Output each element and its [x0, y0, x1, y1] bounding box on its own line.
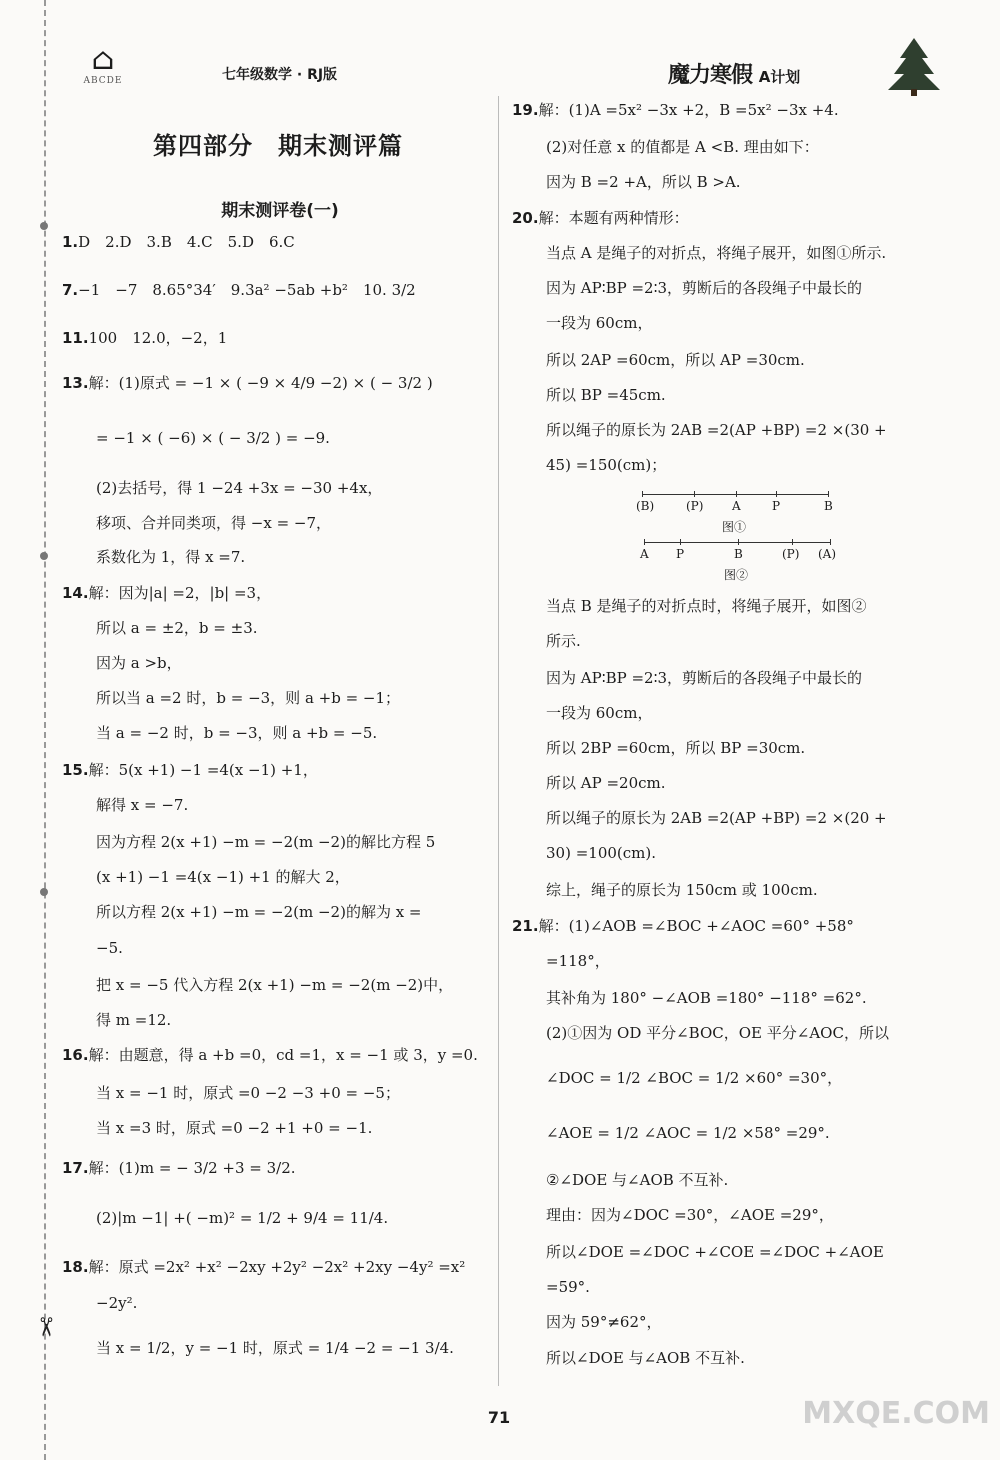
line-text: 当 a = −2 时，b = −3，则 a +b = −5.	[96, 724, 378, 742]
figure-1-tick	[642, 491, 643, 497]
line-text: 解：原式 =2x² +x² −2xy +2y² −2x² +2xy −4y² =x²	[88, 1258, 466, 1276]
right-line	[546, 1242, 884, 1262]
figure-1-tick	[828, 491, 829, 497]
line-text: 解：(1)A =5x² −3x +2，B =5x² −3x +4.	[538, 101, 839, 119]
left-question	[62, 1257, 465, 1277]
right-line	[546, 843, 656, 863]
line-text: 解：由题意，得 a +b =0，cd =1，x = −1 或 3，y =0.	[88, 1046, 478, 1064]
figure-2-tick	[738, 539, 739, 545]
column-divider	[498, 96, 499, 1386]
right-line	[546, 313, 652, 333]
left-question	[62, 328, 227, 348]
brand-plan: A计划	[758, 68, 801, 86]
left-line	[96, 867, 350, 887]
figure-2-label: A	[640, 547, 649, 561]
left-question	[62, 373, 433, 393]
page-number: 71	[487, 1408, 511, 1427]
figure-2-tick	[792, 539, 793, 545]
figure-1-caption: 图①	[722, 520, 747, 534]
brand-title	[668, 58, 800, 89]
figure-1-label: P	[772, 499, 781, 513]
right-line	[546, 243, 886, 263]
line-text: 当点 B 是绳子的对折点时，将绳子展开，如图②	[546, 597, 867, 615]
line-text: =59°.	[546, 1278, 590, 1296]
right-line	[546, 1170, 728, 1190]
right-line	[546, 1277, 590, 1297]
left-question	[62, 583, 271, 603]
part-title: 第四部分 期末测评篇	[153, 132, 403, 160]
question-number: 20.	[512, 209, 539, 227]
figure-1-tick	[776, 491, 777, 497]
line-text: 所以 AP =20cm.	[546, 774, 666, 792]
left-line	[96, 1010, 171, 1030]
line-text: 当 x = −1 时，原式 =0 −2 −3 +0 = −5；	[96, 1084, 400, 1102]
line-text: 因为 59°≠62°，	[546, 1313, 662, 1331]
left-line	[96, 1118, 372, 1138]
right-line	[546, 988, 867, 1008]
line-text: 因为 AP∶BP =2∶3，剪断后的各段绳子中最长的	[546, 669, 863, 687]
left-line	[96, 795, 188, 815]
line-text: 因为方程 2(x +1) −m = −2(m −2)的解比方程 5	[96, 833, 436, 851]
figure-2-caption: 图②	[724, 568, 749, 582]
left-line	[96, 547, 245, 567]
left-question	[62, 1045, 478, 1065]
left-line	[96, 653, 182, 673]
line-text: 解：本题有两种情形：	[538, 209, 689, 227]
line-text: (2)①因为 OD 平分∠BOC，OE 平分∠AOC，所以	[546, 1024, 889, 1042]
line-text: 所以方程 2(x +1) −m = −2(m −2)的解为 x =	[96, 903, 422, 921]
question-number: 7.	[62, 281, 79, 299]
figure-2-tick	[830, 539, 831, 545]
right-line	[546, 172, 741, 192]
book-subtitle: 七年级数学 · RJ版	[222, 67, 338, 83]
question-number: 19.	[512, 101, 539, 119]
line-text: 所以当 a =2 时，b = −3，则 a +b = −1；	[96, 689, 401, 707]
right-line	[546, 773, 666, 793]
left-line	[96, 832, 435, 852]
line-text: 解：5(x +1) −1 =4(x −1) +1，	[88, 761, 318, 779]
question-number: 1.	[62, 233, 79, 251]
figure-1-label: A	[732, 499, 741, 513]
right-line	[546, 350, 805, 370]
line-text: 因为 B =2 +A，所以 B >A.	[546, 173, 741, 191]
figure-2-label: B	[734, 547, 743, 561]
line-text: (2)对任意 x 的值都是 A <B. 理由如下：	[546, 138, 819, 156]
left-line	[96, 975, 453, 995]
pine-tree-icon	[884, 36, 944, 96]
line-text: 一段为 60cm，	[546, 704, 653, 722]
line-text: −1 −7 8.65°34′ 9.3a² −5ab +b² 10. 3/2	[78, 281, 416, 299]
line-text: −2y².	[96, 1294, 138, 1312]
line-text: 一段为 60cm，	[546, 314, 653, 332]
left-line	[96, 688, 400, 708]
left-line	[96, 513, 331, 533]
question-number: 21.	[512, 917, 539, 935]
right-line	[546, 1023, 889, 1043]
right-line	[546, 738, 805, 758]
question-number: 15.	[62, 761, 89, 779]
line-text: 理由：因为∠DOC =30°，∠AOE =29°，	[546, 1206, 834, 1224]
line-text: 所以 2AP =60cm，所以 AP =30cm.	[546, 351, 805, 369]
line-text: = −1 × ( −6) × ( − 3/2 ) = −9.	[96, 429, 330, 447]
left-question	[62, 232, 295, 252]
figure-2-label: (A)	[818, 547, 837, 561]
line-text: 移项、合并同类项，得 −x = −7，	[96, 514, 332, 532]
line-text: D 2.D 3.B 4.C 5.D 6.C	[78, 233, 295, 251]
figure-1-line	[642, 494, 828, 495]
line-text: 所以 a = ±2，b = ±3.	[96, 619, 258, 637]
left-question	[62, 280, 416, 300]
paper-title: 期末测评卷(一)	[221, 201, 339, 221]
right-line	[546, 951, 610, 971]
right-line	[546, 1205, 834, 1225]
left-line	[96, 1083, 400, 1103]
line-text: 30) =100(cm).	[546, 844, 657, 862]
line-text: 当 x = 1/2，y = −1 时，原式 = 1/4 −2 = −1 3/4.	[96, 1339, 454, 1357]
right-line	[546, 703, 652, 723]
line-text: ∠DOC = 1/2 ∠BOC = 1/2 ×60° =30°，	[546, 1069, 843, 1087]
line-text: 100 12.0，−2，1	[88, 329, 228, 347]
line-text: 解：因为|a| =2，|b| =3，	[88, 584, 272, 602]
right-line	[546, 455, 666, 475]
line-text: 45) =150(cm)；	[546, 456, 667, 474]
line-text: 解：(1)∠AOB =∠BOC +∠AOC =60° +58°	[538, 917, 854, 935]
question-number: 11.	[62, 329, 89, 347]
line-text: 把 x = −5 代入方程 2(x +1) −m = −2(m −2)中，	[96, 976, 454, 994]
left-question	[62, 760, 318, 780]
line-text: 所以绳子的原长为 2AB =2(AP +BP) =2 ×(30 +	[546, 421, 887, 439]
left-line	[96, 1338, 454, 1358]
figure-2-tick	[680, 539, 681, 545]
house-icon: ⌂	[91, 42, 115, 77]
left-line	[96, 618, 258, 638]
right-line	[546, 278, 862, 298]
question-number: 16.	[62, 1046, 89, 1064]
line-text: 其补角为 180° −∠AOB =180° −118° =62°.	[546, 989, 867, 1007]
left-line	[96, 428, 330, 448]
left-line	[96, 478, 382, 498]
logo-text: ABCDE	[83, 76, 123, 86]
figure-2-line	[644, 542, 830, 543]
watermark: MXQE.COM	[802, 1396, 990, 1431]
line-text: 得 m =12.	[96, 1011, 172, 1029]
question-number: 17.	[62, 1159, 89, 1177]
line-text: 系数化为 1，得 x =7.	[96, 548, 246, 566]
question-number: 18.	[62, 1258, 89, 1276]
right-line	[546, 1123, 830, 1143]
cut-dot	[40, 552, 48, 560]
figure-1-label: B	[824, 499, 833, 513]
left-line	[96, 938, 123, 958]
line-text: 解得 x = −7.	[96, 796, 189, 814]
line-text: 所以∠DOE =∠DOC +∠COE =∠DOC +∠AOE	[546, 1243, 884, 1261]
line-text: 因为 AP∶BP =2∶3，剪断后的各段绳子中最长的	[546, 279, 863, 297]
right-line	[546, 420, 887, 440]
figure-1-label: (B)	[636, 499, 655, 513]
cut-line	[44, 0, 46, 1460]
line-text: 综上，绳子的原长为 150cm 或 100cm.	[546, 881, 818, 899]
left-question	[62, 1158, 296, 1178]
line-text: −5.	[96, 939, 123, 957]
figure-2-label: (P)	[782, 547, 800, 561]
cut-dot	[40, 888, 48, 896]
figure-2-label: P	[676, 547, 685, 561]
line-text: 解：(1)原式 = −1 × ( −9 × 4/9 −2) × ( − 3/2 )	[88, 374, 433, 392]
left-line	[96, 723, 377, 743]
right-line	[546, 1312, 662, 1332]
question-number: 13.	[62, 374, 89, 392]
line-text: (2)|m −1| +( −m)² = 1/2 + 9/4 = 11/4.	[96, 1209, 389, 1227]
right-question	[512, 100, 839, 120]
left-line	[96, 902, 422, 922]
left-line	[96, 1208, 388, 1228]
publisher-logo	[72, 44, 134, 94]
line-text: 所以绳子的原长为 2AB =2(AP +BP) =2 ×(20 +	[546, 809, 887, 827]
cut-dot	[40, 222, 48, 230]
right-line	[546, 385, 666, 405]
line-text: 所以∠DOE 与∠AOB 不互补.	[546, 1349, 745, 1367]
line-text: 因为 a >b，	[96, 654, 182, 672]
line-text: 所以 BP =45cm.	[546, 386, 666, 404]
question-number: 14.	[62, 584, 89, 602]
line-text: 当点 A 是绳子的对折点，将绳子展开，如图①所示.	[546, 244, 887, 262]
right-line	[546, 808, 887, 828]
line-text: 所以 2BP =60cm，所以 BP =30cm.	[546, 739, 806, 757]
figure-2-tick	[644, 539, 645, 545]
line-text: ②∠DOE 与∠AOB 不互补.	[546, 1171, 729, 1189]
right-question	[512, 916, 854, 936]
line-text: 当 x =3 时，原式 =0 −2 +1 +0 = −1.	[96, 1119, 373, 1137]
figure-1-tick	[694, 491, 695, 497]
scissors-icon: ✂	[29, 1316, 60, 1338]
line-text: 所示.	[546, 632, 581, 650]
figure-1-label: (P)	[686, 499, 704, 513]
left-line	[96, 1293, 137, 1313]
line-text: (x +1) −1 =4(x −1) +1 的解大 2，	[96, 868, 350, 886]
right-line	[546, 668, 862, 688]
right-line	[546, 1348, 745, 1368]
right-line	[546, 1068, 842, 1088]
line-text: =118°，	[546, 952, 610, 970]
right-line	[546, 631, 581, 651]
line-text: ∠AOE = 1/2 ∠AOC = 1/2 ×58° =29°.	[546, 1124, 830, 1142]
right-line	[546, 880, 818, 900]
right-question	[512, 208, 689, 228]
line-text: 解：(1)m = − 3/2 +3 = 3/2.	[88, 1159, 296, 1177]
right-line	[546, 137, 819, 157]
brand-name: 魔力寒假	[668, 63, 753, 88]
line-text: (2)去括号，得 1 −24 +3x = −30 +4x，	[96, 479, 383, 497]
right-line	[546, 596, 867, 616]
figure-1-tick	[736, 491, 737, 497]
